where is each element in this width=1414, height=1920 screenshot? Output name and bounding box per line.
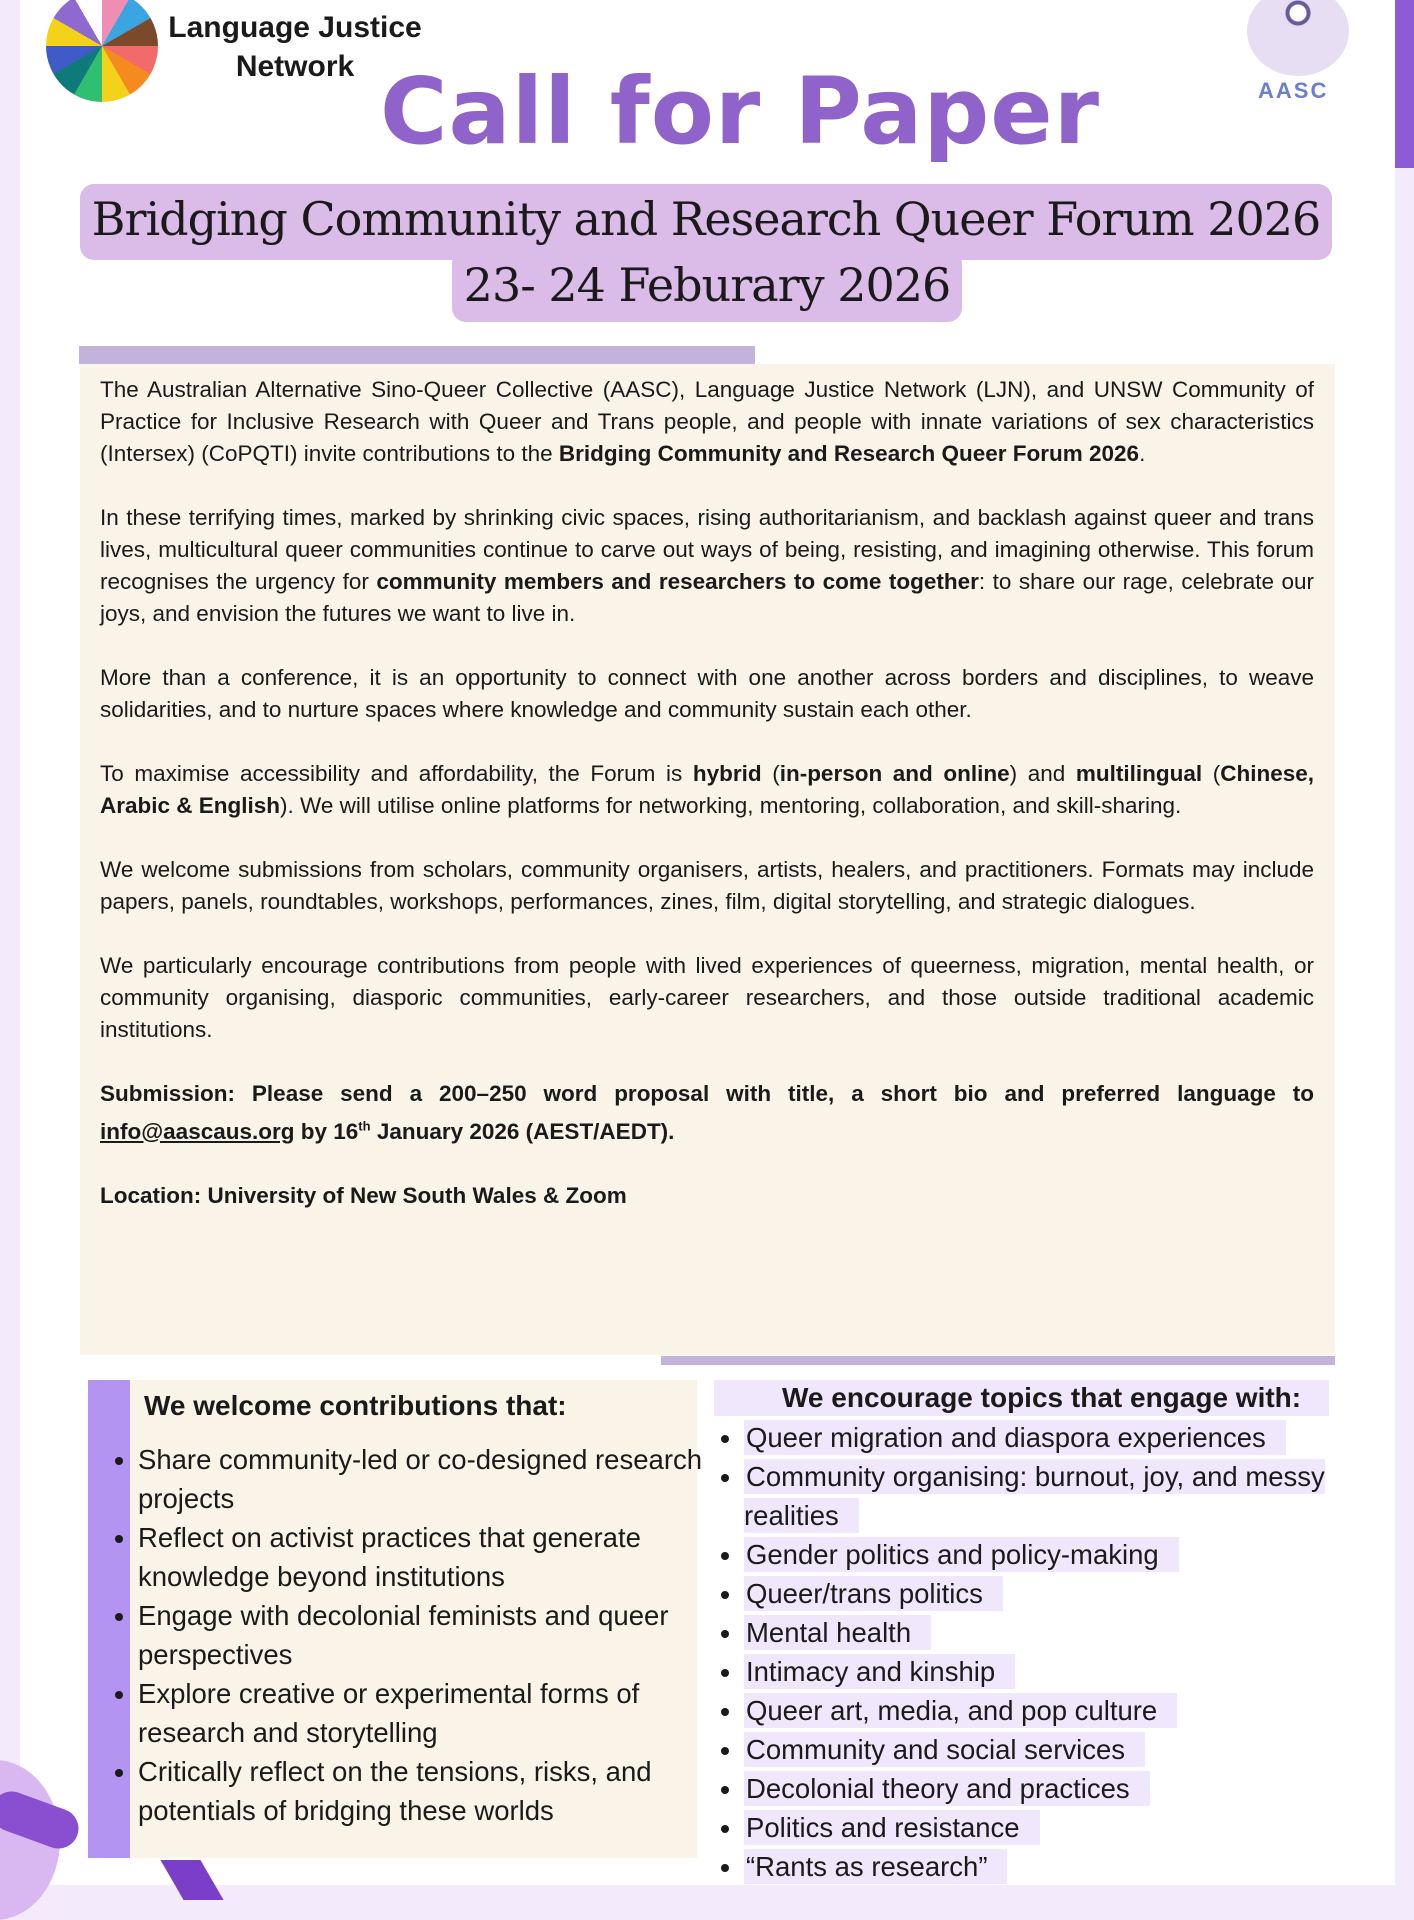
location-text: Location: University of New South Wales & Zoom xyxy=(100,1182,627,1208)
text: ). We will utilise online platforms for networking, mentoring, collaboration, and skill-sharing. xyxy=(280,793,1182,818)
submission-info xyxy=(100,1078,1314,1148)
emphasis: Chinese, Arabic & English xyxy=(100,761,1314,818)
topic-text: Queer/trans politics xyxy=(744,1576,1003,1611)
emphasis: community members and researchers to come together xyxy=(376,569,979,594)
topic-text: Decolonial theory and practices xyxy=(744,1771,1150,1806)
email-link[interactable]: info@aascaus.org xyxy=(100,1118,295,1144)
list-item xyxy=(744,1808,1364,1847)
submissions-paragraph: We welcome submissions from scholars, community organisers, artists, healers, and practitioners. Formats may include papers, panels, roundtables, workshops, performances, zines, film, digital storytelling, and strategic dialogues. xyxy=(100,857,1314,914)
topic-text: Queer migration and diaspora experiences xyxy=(744,1420,1286,1455)
list-item: • Reflect on activist practices that generate knowledge beyond institutions xyxy=(138,1518,728,1596)
divider-bar xyxy=(661,1356,1335,1365)
text: ( xyxy=(1202,761,1221,786)
divider-bar xyxy=(79,346,755,364)
topic-text: Intimacy and kinship xyxy=(744,1654,1015,1689)
text: The Australian Alternative Sino-Queer Collective (AASC), Language Justice Network (LJN), and UNSW Community of Practice for Inclusive Research with Queer and Trans people, and people with innate variations of sex characteristics (Intersex) (CoPQTI) invite contributions to the xyxy=(100,377,1314,466)
decorative-edge-bar xyxy=(1395,0,1414,168)
topic-text: “Rants as research” xyxy=(744,1849,1007,1884)
list-item xyxy=(744,1613,1364,1652)
topic-text: Gender politics and policy-making xyxy=(744,1537,1179,1572)
context-paragraph xyxy=(100,502,1314,630)
text: ) and xyxy=(1009,761,1076,786)
text: In these terrifying times, marked by shrinking civic spaces, rising authoritarianism, and backlash against queer and trans lives, multicultural queer communities continue to carve out ways of being, resisting, and imagining otherwise. This forum recognises the urgency for xyxy=(100,505,1314,594)
ljn-logo-line2: Network xyxy=(235,50,355,83)
contributions-heading: We welcome contributions that: xyxy=(144,1390,567,1421)
contributions-list xyxy=(108,1440,728,1830)
topic-text: Queer art, media, and pop culture xyxy=(744,1693,1177,1728)
format-paragraph xyxy=(100,758,1314,822)
page-title: Call for Paper xyxy=(380,58,1100,165)
encourage-paragraph: We particularly encourage contributions from people with lived experiences of queerness, migration, mental health, or community organising, diasporic communities, early-career researchers, and those outside traditional academic institutions. xyxy=(100,953,1314,1042)
text: th xyxy=(358,1118,371,1133)
text: January 2026 (AEST/AEDT). xyxy=(370,1118,675,1144)
intro-paragraph xyxy=(100,374,1314,470)
topics-heading: We encourage topics that engage with: xyxy=(714,1380,1329,1416)
list-item xyxy=(744,1847,1364,1886)
list-item: • Share community-led or co-designed research projects xyxy=(138,1440,728,1518)
topic-text: Community organising: burnout, joy, and messy realities xyxy=(744,1461,1325,1531)
list-item xyxy=(744,1691,1364,1730)
ljn-logo-line1: Language Justice xyxy=(168,11,422,44)
list-item xyxy=(744,1769,1364,1808)
list-item xyxy=(744,1535,1364,1574)
topics-list xyxy=(710,1418,1364,1886)
list-item xyxy=(744,1457,1364,1535)
list-item xyxy=(744,1574,1364,1613)
emphasis: multilingual xyxy=(1075,761,1203,786)
text: by 16 xyxy=(294,1118,359,1144)
topic-text: Politics and resistance xyxy=(744,1810,1040,1845)
text: : to share our rage, celebrate our joys, and envision the futures we want to live in. xyxy=(100,569,1314,626)
purpose-paragraph: More than a conference, it is an opportunity to connect with one another across borders and disciplines, to weave solidarities, and to nurture spaces where knowledge and community sustain each other. xyxy=(100,665,1314,722)
list-item xyxy=(744,1652,1364,1691)
forum-name: Bridging Community and Research Queer Forum 2026 xyxy=(558,441,1140,466)
emphasis: in-person and online xyxy=(779,761,1010,786)
text: Submission: Please send a 200–250 word proposal with title, a short bio and preferred language to xyxy=(100,1081,1314,1106)
list-item: • Explore creative or experimental forms of research and storytelling xyxy=(138,1674,728,1752)
topic-text: Mental health xyxy=(744,1615,931,1650)
topic-text: Community and social services xyxy=(744,1732,1145,1767)
text: . xyxy=(1139,441,1146,466)
text: ( xyxy=(761,761,780,786)
list-item xyxy=(744,1418,1364,1457)
aasc-logo-text: AASC xyxy=(1258,78,1329,103)
event-title: Bridging Community and Research Queer Forum 2026 xyxy=(91,192,1321,246)
text: To maximise accessibility and affordability, the Forum is xyxy=(100,761,693,786)
emphasis: hybrid xyxy=(692,761,762,786)
location-info xyxy=(100,1180,1314,1212)
list-item: • Engage with decolonial feminists and queer perspectives xyxy=(138,1596,728,1674)
event-date: 23- 24 Feburary 2026 xyxy=(463,258,951,312)
list-item: • Critically reflect on the tensions, risks, and potentials of bridging these worlds xyxy=(138,1752,728,1830)
body-text xyxy=(100,374,1314,1244)
list-item xyxy=(744,1730,1364,1769)
